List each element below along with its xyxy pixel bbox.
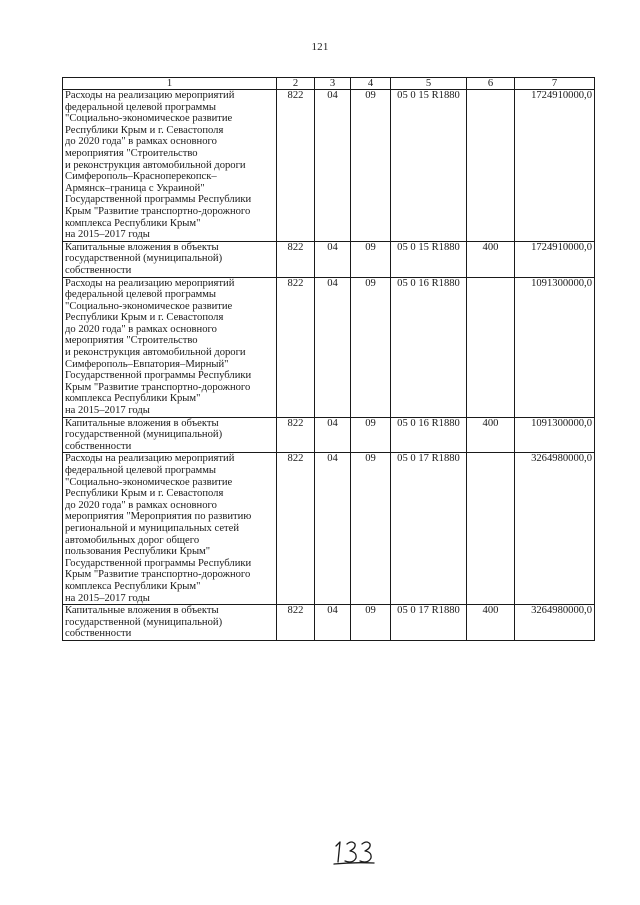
subsection-code: 09 [351, 417, 391, 453]
table-row [63, 453, 595, 605]
row-description: Расходы на реализацию мероприятий федеральной целевой программы "Социально-экономическое развитие Республики Крым и г. Севастополя до 2020 года" в рамках основного мероприятия "Строительство и реконструкция автомобильной дороги Симферополь–Евпатория–Мирный" Государственной программы Республики Крым "Развитие транспортно-дорожного комплекса Республики Крым" на 2015–2017 годы [63, 277, 277, 417]
subsection-code: 09 [351, 90, 391, 242]
subsection-code: 09 [351, 241, 391, 277]
section-code: 04 [315, 417, 351, 453]
ministry-code: 822 [277, 417, 315, 453]
header-col-2: 2 [277, 78, 315, 90]
header-col-5: 5 [391, 78, 467, 90]
row-description: Расходы на реализацию мероприятий федеральной целевой программы "Социально-экономическое развитие Республики Крым и г. Севастополя до 2020 года" в рамках основного мероприятия "Мероприятия по развитию региональной и муниципальных сетей автомобильных дорог общего пользования Республики Крым" Государственной программы Республики Крым "Развитие транспортно-дорожного комплекса Республики Крым" на 2015–2017 годы [63, 453, 277, 605]
target-code: 05 0 16 R1880 [391, 417, 467, 453]
amount-value: 1724910000,0 [515, 90, 595, 242]
header-col-1: 1 [63, 78, 277, 90]
handwritten-page-number [330, 836, 380, 866]
amount-value: 3264980000,0 [515, 453, 595, 605]
target-code: 05 0 15 R1880 [391, 90, 467, 242]
target-code: 05 0 17 R1880 [391, 453, 467, 605]
amount-value: 1091300000,0 [515, 417, 595, 453]
expense-type-code [467, 453, 515, 605]
subsection-code: 09 [351, 277, 391, 417]
expense-type-code: 400 [467, 241, 515, 277]
expense-type-code [467, 277, 515, 417]
section-code: 04 [315, 453, 351, 605]
ministry-code: 822 [277, 453, 315, 605]
table-row [63, 277, 595, 417]
header-col-4: 4 [351, 78, 391, 90]
page-number: 121 [311, 41, 329, 53]
expense-type-code: 400 [467, 605, 515, 641]
section-code: 04 [315, 241, 351, 277]
row-description: Капитальные вложения в объекты государственной (муниципальной) собственности [63, 417, 277, 453]
header-row [63, 78, 595, 90]
ministry-code: 822 [277, 241, 315, 277]
section-code: 04 [315, 605, 351, 641]
row-description: Расходы на реализацию мероприятий федеральной целевой программы "Социально-экономическое развитие Республики Крым и г. Севастополя до 2020 года" в рамках основного мероприятия "Строительство и реконструкция автомобильной дороги Симферополь–Красноперекопск– Армянск–граница с Украиной" Государственной программы Республики Крым "Развитие транспортно-дорожного комплекса Республики Крым" на 2015–2017 годы [63, 90, 277, 242]
table-row [63, 605, 595, 641]
ministry-code: 822 [277, 605, 315, 641]
subsection-code: 09 [351, 453, 391, 605]
table-row [63, 241, 595, 277]
header-col-6: 6 [467, 78, 515, 90]
budget-table [62, 77, 595, 641]
row-description: Капитальные вложения в объекты государственной (муниципальной) собственности [63, 241, 277, 277]
section-code: 04 [315, 90, 351, 242]
expense-type-code: 400 [467, 417, 515, 453]
target-code: 05 0 16 R1880 [391, 277, 467, 417]
header-col-7: 7 [515, 78, 595, 90]
amount-value: 1724910000,0 [515, 241, 595, 277]
amount-value: 3264980000,0 [515, 605, 595, 641]
target-code: 05 0 17 R1880 [391, 605, 467, 641]
ministry-code: 822 [277, 277, 315, 417]
target-code: 05 0 15 R1880 [391, 241, 467, 277]
section-code: 04 [315, 277, 351, 417]
row-description: Капитальные вложения в объекты государственной (муниципальной) собственности [63, 605, 277, 641]
expense-type-code [467, 90, 515, 242]
header-col-3: 3 [315, 78, 351, 90]
table-row [63, 417, 595, 453]
ministry-code: 822 [277, 90, 315, 242]
table-row [63, 90, 595, 242]
subsection-code: 09 [351, 605, 391, 641]
amount-value: 1091300000,0 [515, 277, 595, 417]
